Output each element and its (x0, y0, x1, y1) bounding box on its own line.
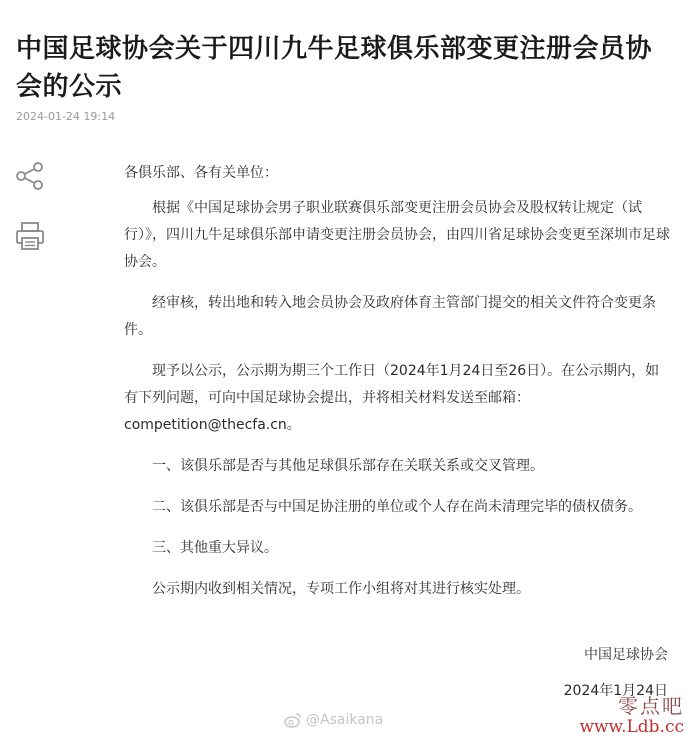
share-button[interactable] (14, 160, 46, 192)
list-item-3: 三、其他重大异议。 (152, 540, 278, 556)
share-icon (14, 160, 46, 192)
article-title: 中国足球协会关于四川九牛足球俱乐部变更注册会员协会的公示 (16, 34, 653, 102)
notice-text: 现予以公示，公示期为期三个工作日（2024年1月24日至26日）。在公示期内，如有下列问题，可向中国足球协会提出，并将相关材料发送至邮箱： (124, 363, 660, 406)
site-watermark-url: www.Ldb.cc (579, 717, 684, 737)
print-button[interactable] (14, 220, 46, 252)
signature-date: 2024年1月24日 (563, 683, 668, 699)
email-link[interactable]: competition@thecfa.cn。 (124, 417, 301, 433)
paragraph-notice (124, 358, 670, 439)
article-body (124, 160, 670, 603)
list-item-2: 二、该俱乐部是否与中国足协注册的单位或个人存在尚未清理完毕的债权债务。 (152, 499, 642, 515)
printer-icon (14, 220, 46, 252)
closing-paragraph: 公示期内收到相关情况，专项工作小组将对其进行核实处理。 (152, 581, 530, 597)
publish-date: 2024-01-24 19:14 (16, 110, 116, 123)
list-item-1: 一、该俱乐部是否与其他足球俱乐部存在关联关系或交叉管理。 (152, 458, 544, 474)
paragraph-review: 经审核，转出地和转入地会员协会及政府体育主管部门提交的相关文件符合变更条件。 (124, 295, 656, 338)
weibo-handle: @Asaikana (306, 712, 384, 728)
paragraph-regulation: 根据《中国足球协会男子职业联赛俱乐部变更注册会员协会及股权转让规定（试行）》，四川九牛足球俱乐部申请变更注册会员协会，由四川省足球协会变更至深圳市足球协会。 (124, 200, 670, 270)
weibo-icon (284, 712, 302, 728)
site-watermark-name: 零点吧 (618, 694, 684, 718)
signature-org: 中国足球协会 (584, 647, 668, 663)
site-watermark (579, 690, 684, 737)
weibo-watermark (284, 712, 383, 728)
salutation: 各俱乐部、各有关单位： (124, 165, 278, 181)
